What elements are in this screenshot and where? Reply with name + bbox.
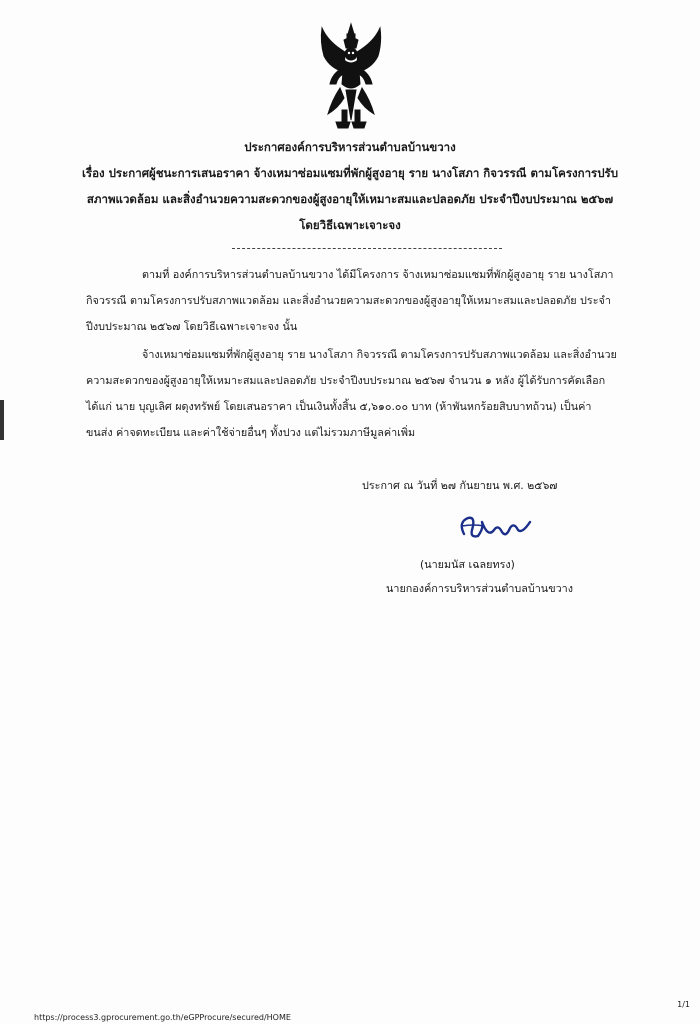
announcement-date: ประกาศ ณ วันที่ ๒๗ กันยายน พ.ศ. ๒๕๖๗ <box>362 479 558 492</box>
paragraph1-line1: ตามที่ องค์การบริหารส่วนตำบลบ้านขวาง ได้มีโครงการ จ้างเหมาซ่อมแซมที่พักผู้สูงอายุ ราย นางโสภา <box>142 268 614 281</box>
footer-url: https://process3.gprocurement.go.th/eGPProcure/secured/HOME <box>34 1013 291 1022</box>
signer-name: (นายมนัส เฉลยทรง) <box>420 558 515 571</box>
garuda-emblem-icon <box>318 22 384 130</box>
paragraph2-line4: ขนส่ง ค่าจดทะเบียน และค่าใช้จ่ายอื่นๆ ทั้งปวง แต่ไม่รวมภาษีมูลค่าเพิ่ม <box>86 426 416 439</box>
heading-organization: ประกาศองค์การบริหารส่วนตำบลบ้านขวาง <box>244 140 456 154</box>
scan-edge-mark <box>0 400 4 440</box>
heading-method: โดยวิธีเฉพาะเจาะจง <box>299 218 401 232</box>
heading-subject-line1: เรื่อง ประกาศผู้ชนะการเสนอราคา จ้างเหมาซ่อมแซมที่พักผู้สูงอายุ ราย นางโสภา กิจวรรณี ตามโครงการปรับ <box>81 166 619 180</box>
paragraph2-line1: จ้างเหมาซ่อมแซมที่พักผู้สูงอายุ ราย นางโสภา กิจวรรณี ตามโครงการปรับสภาพแวดล้อม และสิ่งอำนวย <box>142 348 617 361</box>
paragraph1-line2: กิจวรรณี ตามโครงการปรับสภาพแวดล้อม และสิ่งอำนวยความสะดวกของผู้สูงอายุให้เหมาะสมและปลอดภัย ประจำ <box>86 294 611 307</box>
heading-subject-line2: สภาพแวดล้อม และสิ่งอำนวยความสะดวกของผู้สูงอายุให้เหมาะสมและปลอดภัย ประจำปีงบประมาณ ๒๕๖๗ <box>86 192 614 206</box>
page-number: 1/1 <box>677 1000 690 1009</box>
paragraph2-line3: ได้แก่ นาย บุญเลิศ ผดุงทรัพย์ โดยเสนอราคา เป็นเงินทั้งสิ้น ๕,๖๑๐.๐๐ บาท (ห้าพันหกร้อยสิบบาทถ้วน) เป็นค่า <box>86 400 592 413</box>
paragraph1-line3: ปีงบประมาณ ๒๕๖๗ โดยวิธีเฉพาะเจาะจง นั้น <box>86 320 298 333</box>
signer-title: นายกองค์การบริหารส่วนตำบลบ้านขวาง <box>386 582 573 595</box>
heading-divider <box>232 248 502 249</box>
paragraph2-line2: ความสะดวกของผู้สูงอายุให้เหมาะสมและปลอดภัย ประจำปีงบประมาณ ๒๕๖๗ จำนวน ๑ หลัง ผู้ได้รับการคัดเลือก <box>86 374 606 387</box>
handwritten-signature <box>454 508 534 548</box>
